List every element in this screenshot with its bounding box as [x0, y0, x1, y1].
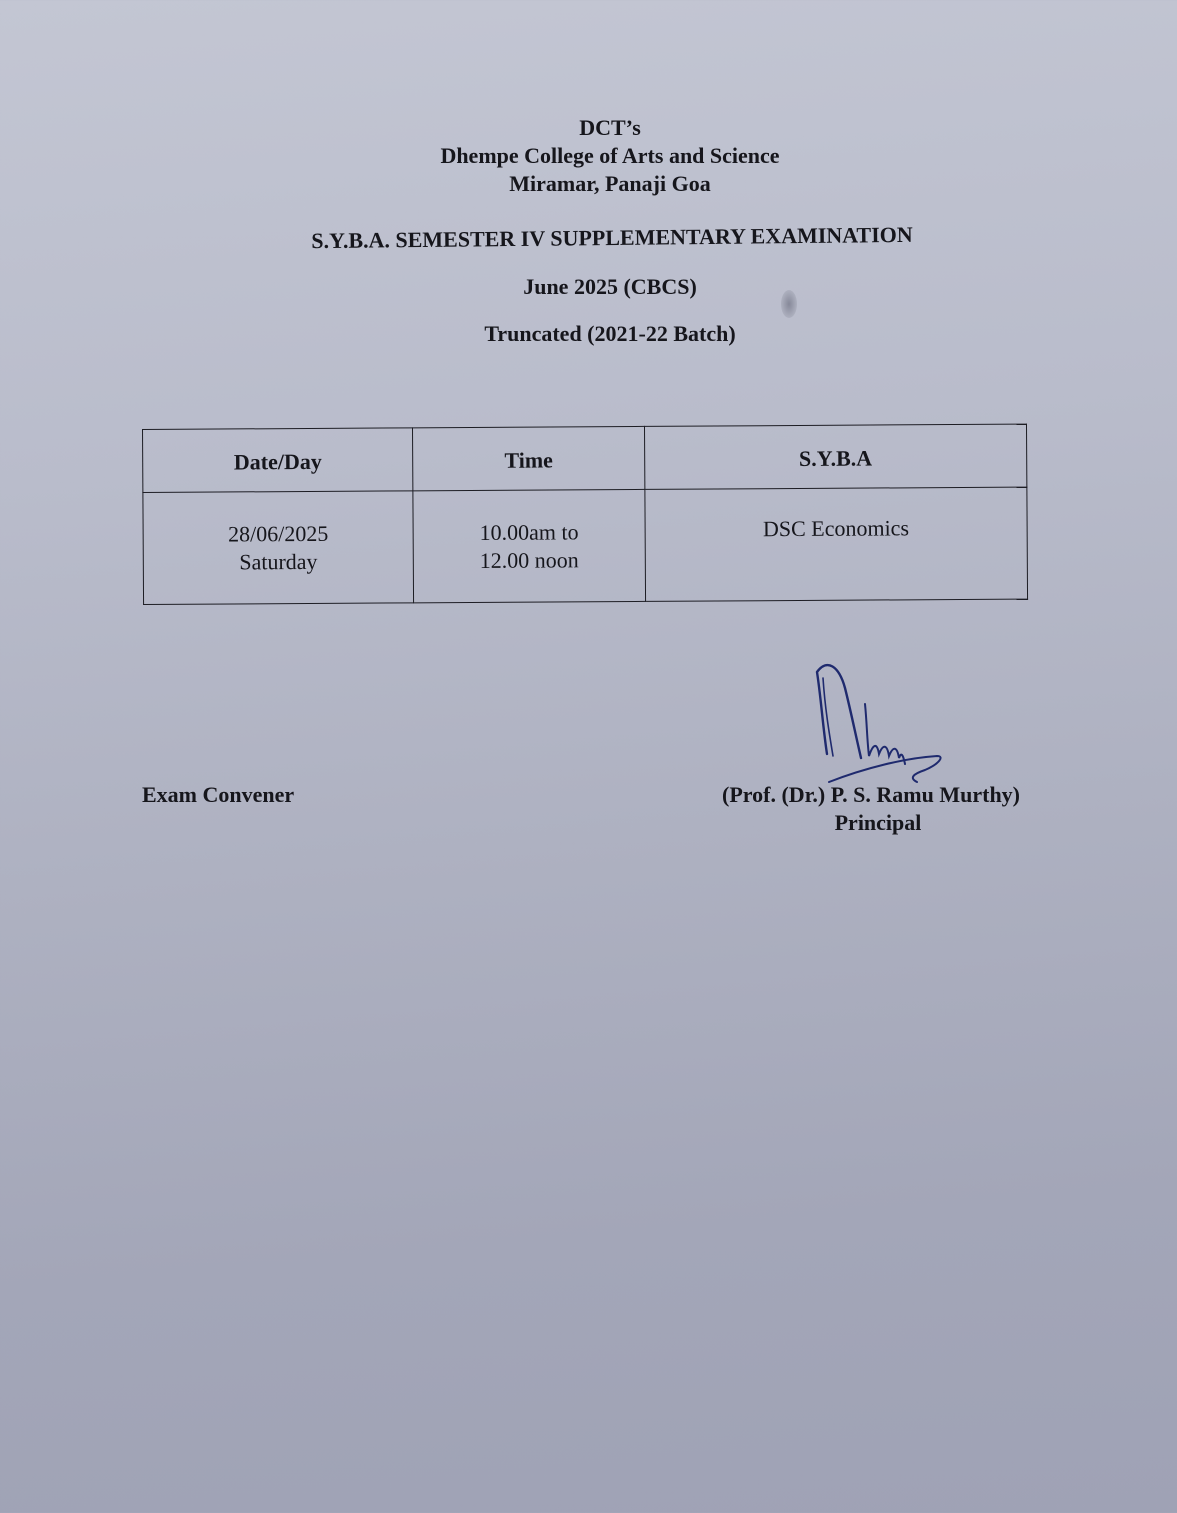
cell-date-day: [143, 491, 414, 605]
principal-title: Principal: [834, 810, 922, 835]
exam-day: Saturday: [239, 548, 318, 575]
college-name: Dhempe College of Arts and Science: [440, 143, 780, 168]
exam-time-start: 10.00am to: [479, 519, 579, 545]
trust-name: DCT’s: [579, 115, 641, 140]
principal-name: (Prof. (Dr.) P. S. Ramu Murthy): [722, 782, 1020, 807]
exam-schedule-table: [142, 424, 1028, 605]
exam-title: S.Y.B.A. SEMESTER IV SUPPLEMENTARY EXAMINATION: [311, 221, 913, 254]
principal-block: [710, 781, 1090, 837]
header-date-day: Date/Day: [143, 428, 414, 493]
cell-time: [413, 489, 645, 602]
college-location: Miramar, Panaji Goa: [509, 171, 711, 196]
exam-date: 28/06/2025: [228, 520, 329, 547]
header-syba: S.Y.B.A: [644, 424, 1027, 489]
exam-time-end: 12.00 noon: [479, 547, 579, 573]
exam-subject: DSC Economics: [762, 515, 910, 542]
cell-subject: [645, 487, 1028, 601]
principal-signature: [805, 658, 955, 788]
exam-session: June 2025 (CBCS): [523, 274, 697, 299]
table-header-row: [143, 424, 1027, 492]
table-row: [143, 487, 1028, 604]
exam-convener-label: Exam Convener: [142, 782, 295, 807]
header-time: Time: [413, 426, 645, 490]
exam-batch: Truncated (2021-22 Batch): [484, 321, 736, 346]
